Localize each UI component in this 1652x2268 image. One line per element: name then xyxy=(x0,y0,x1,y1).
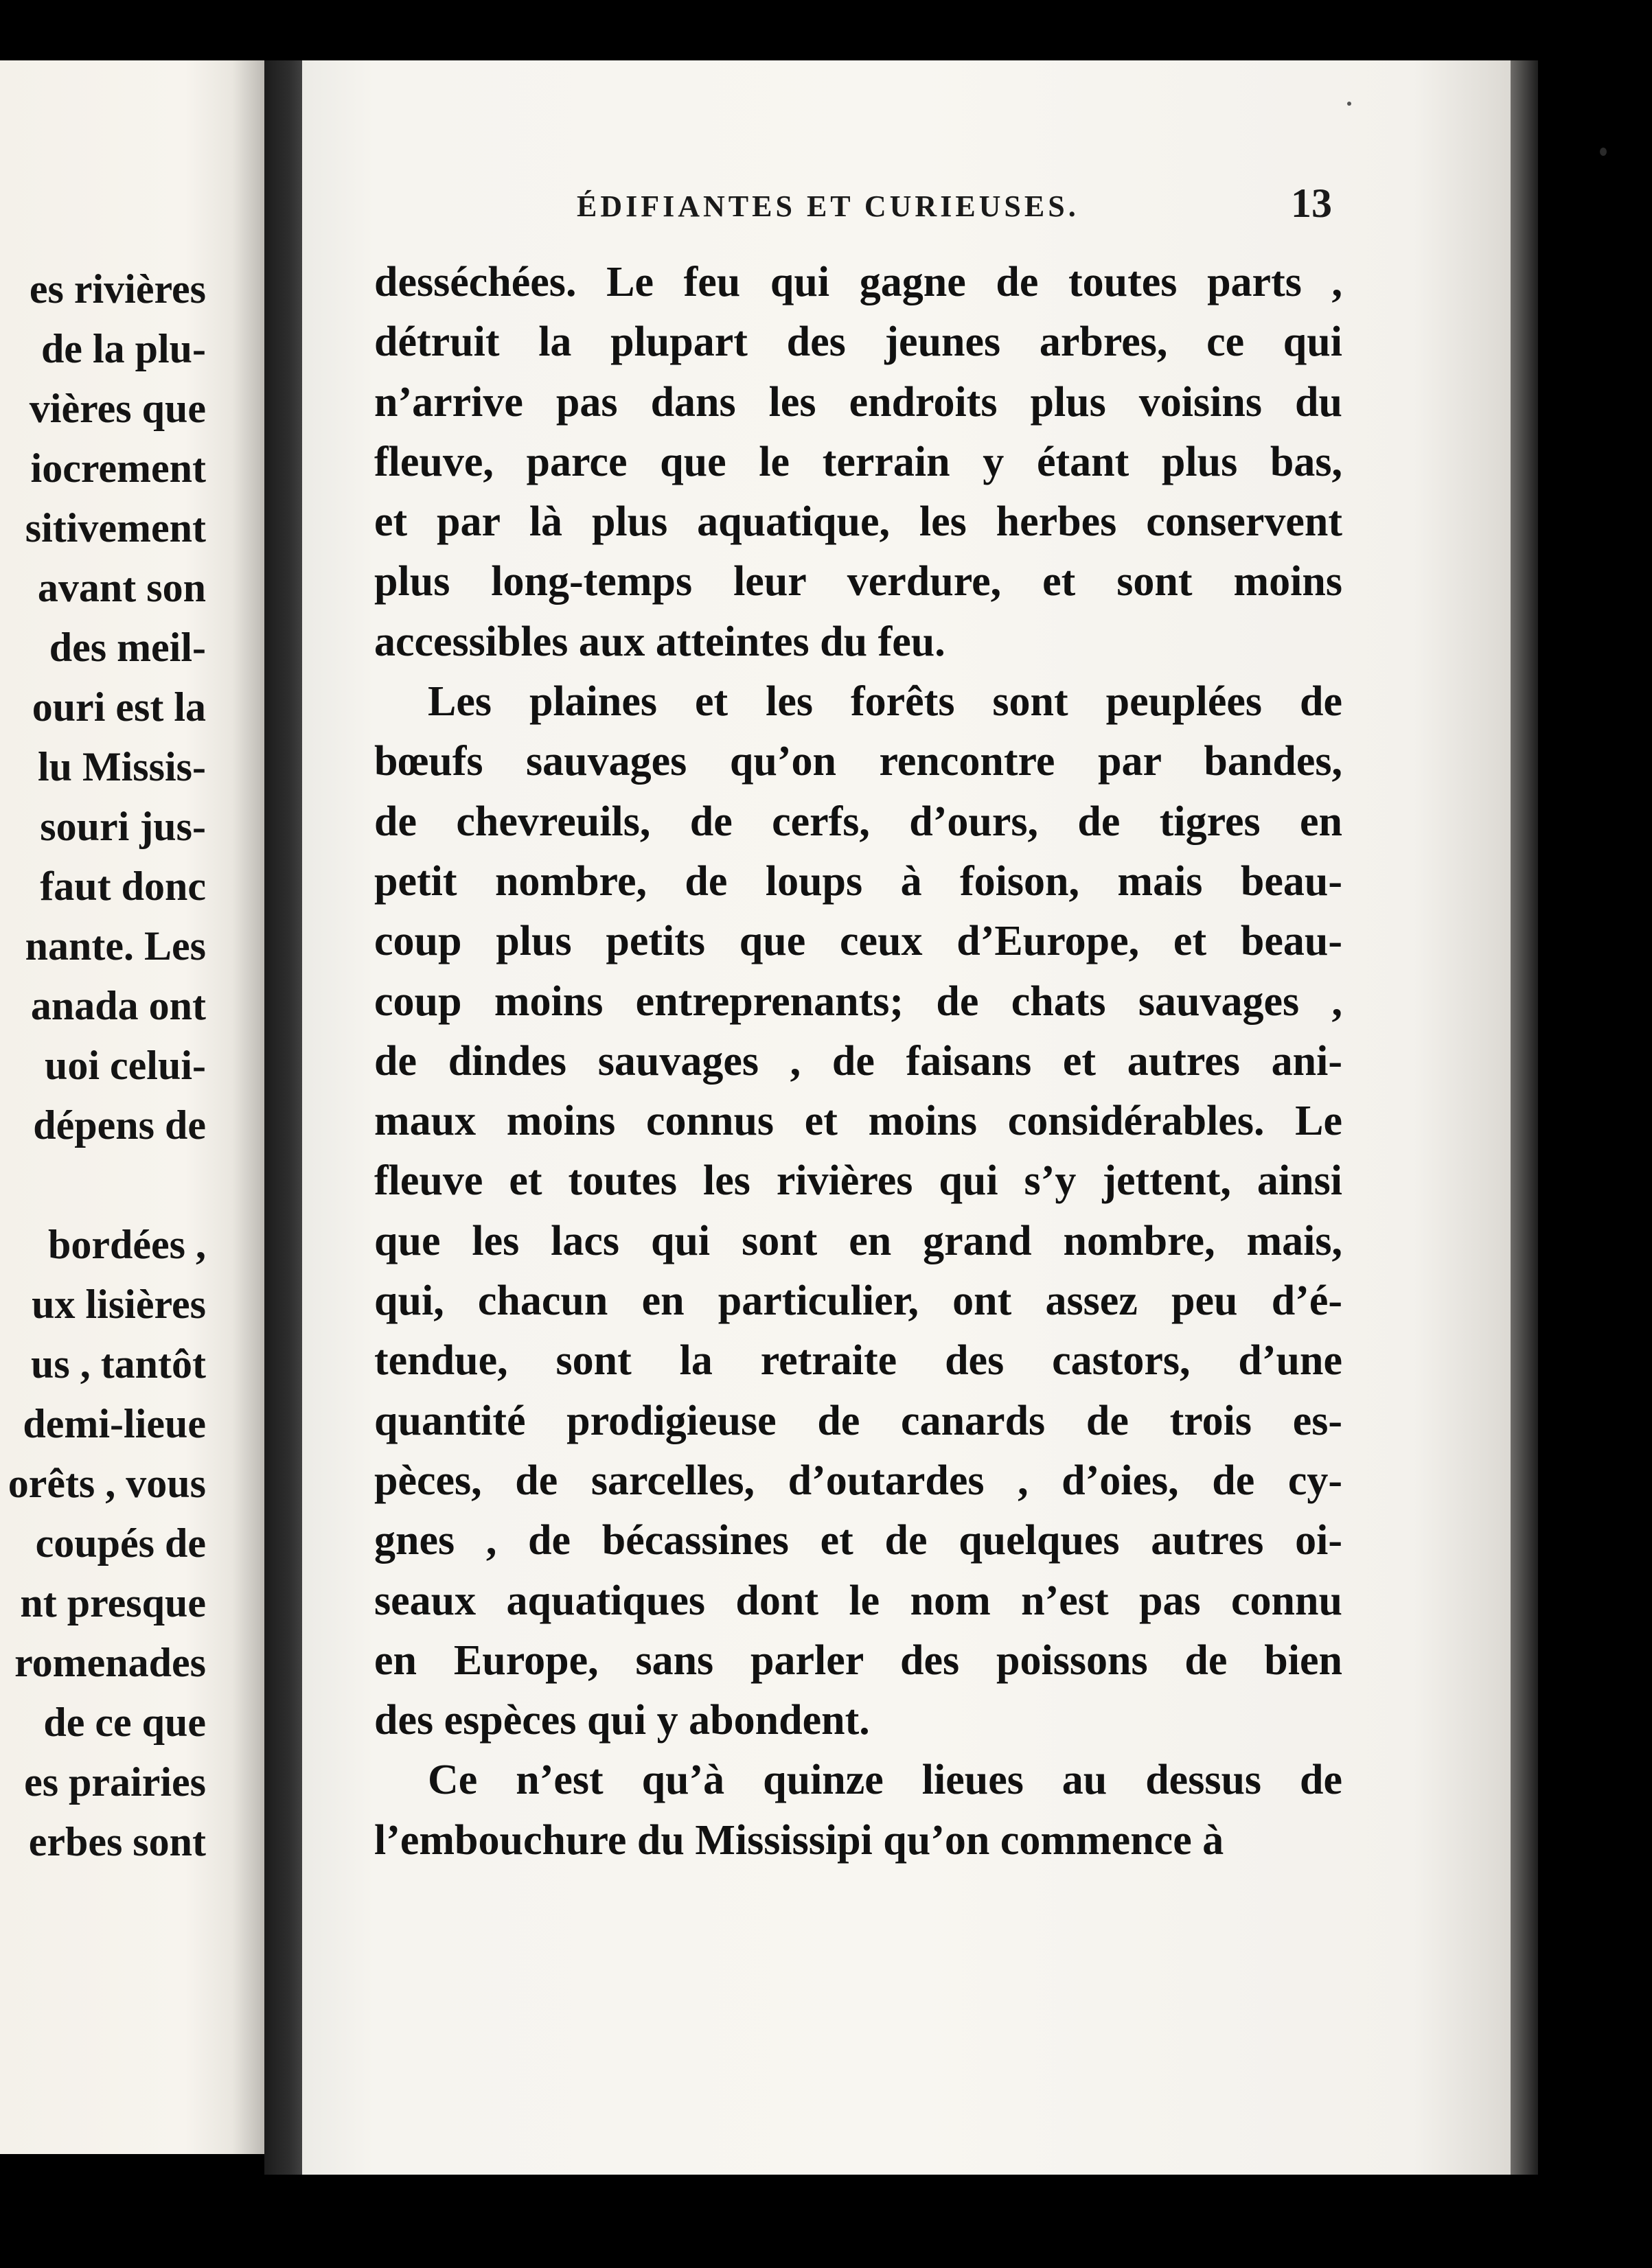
text-line: plus long-temps leur verdure, et sont moins xyxy=(374,558,1342,605)
left-page-line: us , tantôt xyxy=(30,1341,206,1387)
text-line: qui, chacun en particulier, ont assez peu d’é- xyxy=(374,1277,1342,1325)
text-line: de chevreuils, de cerfs, d’ours, de tigres en xyxy=(374,798,1342,845)
left-page-line: demi-lieue xyxy=(23,1401,206,1446)
text-line: coup plus petits que ceux d’Europe, et beau- xyxy=(374,918,1342,965)
left-page-line: nante. Les xyxy=(25,923,206,969)
left-page-line: erbes sont xyxy=(28,1819,206,1864)
left-page-line: sitivement xyxy=(25,505,206,551)
left-page-line: es prairies xyxy=(24,1759,206,1805)
page-number: 13 xyxy=(1291,181,1332,226)
left-page-line: faut donc xyxy=(40,864,206,909)
text-line: seaux aquatiques dont le nom n’est pas connu xyxy=(374,1577,1342,1624)
text-line: en Europe, sans parler des poissons de bien xyxy=(374,1636,1342,1684)
left-page-line: iocrement xyxy=(30,445,206,491)
text-line: accessibles aux atteintes du feu. xyxy=(374,618,945,665)
left-page-line: orêts , vous xyxy=(8,1461,206,1506)
text-line: Les plaines et les forêts sont peuplées de xyxy=(428,678,1342,726)
running-head: ÉDIFIANTES ET CURIEUSES. xyxy=(577,189,1079,223)
scan-speck xyxy=(1600,148,1607,156)
text-line: bœufs sauvages qu’on rencontre par bandes, xyxy=(374,738,1342,785)
text-line: détruit la plupart des jeunes arbres, ce qui xyxy=(374,319,1342,366)
left-page-line: nt presque xyxy=(20,1580,206,1625)
text-line: que les lacs qui sont en grand nombre, mais, xyxy=(374,1217,1342,1264)
left-page-line: es rivières xyxy=(29,266,206,312)
text-line: quantité prodigieuse de canards de trois es- xyxy=(374,1397,1342,1444)
text-line: Ce n’est qu’à quinze lieues au dessus de xyxy=(428,1757,1342,1804)
left-page-line: vières que xyxy=(29,386,206,431)
left-page-blank-line xyxy=(0,1155,206,1215)
text-line: n’arrive pas dans les endroits plus voisins du xyxy=(374,378,1342,426)
text-line: pèces, de sarcelles, d’outardes , d’oies, de cy- xyxy=(374,1457,1342,1504)
paragraph xyxy=(374,253,1342,672)
text-line: tendue, sont la retraite des castors, d’une xyxy=(374,1337,1342,1385)
left-page-text xyxy=(0,259,206,1872)
paragraph xyxy=(374,1750,1342,1871)
left-page xyxy=(0,60,264,2154)
left-page-line: avant son xyxy=(37,565,206,610)
text-line: fleuve, parce que le terrain y étant plus bas, xyxy=(374,438,1342,485)
text-line: et par là plus aquatique, les herbes conservent xyxy=(374,498,1342,546)
left-page-line: de ce que xyxy=(43,1700,206,1745)
text-line: maux moins connus et moins considérables. Le xyxy=(374,1098,1342,1145)
scan-speck xyxy=(1347,102,1351,106)
left-page-line: anada ont xyxy=(30,983,206,1028)
left-page-line: de la plu- xyxy=(41,326,206,371)
left-page-line: ouri est la xyxy=(32,684,206,730)
left-page-line: romenades xyxy=(14,1640,206,1685)
left-page-line: lu Missis- xyxy=(37,744,206,789)
text-line: petit nombre, de loups à foison, mais beau- xyxy=(374,857,1342,905)
text-line: desséchées. Le feu qui gagne de toutes parts , xyxy=(374,259,1342,305)
text-line: fleuve et toutes les rivières qui s’y jettent, ainsi xyxy=(374,1157,1342,1205)
left-page-line: ux lisières xyxy=(32,1282,206,1327)
left-page-line: bordées , xyxy=(48,1222,206,1267)
text-line: de dindes sauvages , de faisans et autres ani- xyxy=(374,1037,1342,1085)
text-line: gnes , de bécassines et de quelques autres oi- xyxy=(374,1517,1342,1564)
left-page-line: souri jus- xyxy=(40,804,206,849)
right-page-body-text xyxy=(374,253,1342,1871)
right-page-edge xyxy=(1511,60,1538,2175)
left-page-line: uoi celui- xyxy=(45,1043,206,1088)
text-line: coup moins entreprenants; de chats sauvages , xyxy=(374,977,1342,1025)
left-page-line: dépens de xyxy=(33,1102,206,1148)
text-line: l’embouchure du Mississipi qu’on commence à xyxy=(374,1816,1224,1864)
text-line: des espèces qui y abondent. xyxy=(374,1697,870,1744)
left-page-line: coupés de xyxy=(35,1520,206,1566)
paragraph xyxy=(374,672,1342,1750)
left-page-line: des meil- xyxy=(49,625,206,670)
